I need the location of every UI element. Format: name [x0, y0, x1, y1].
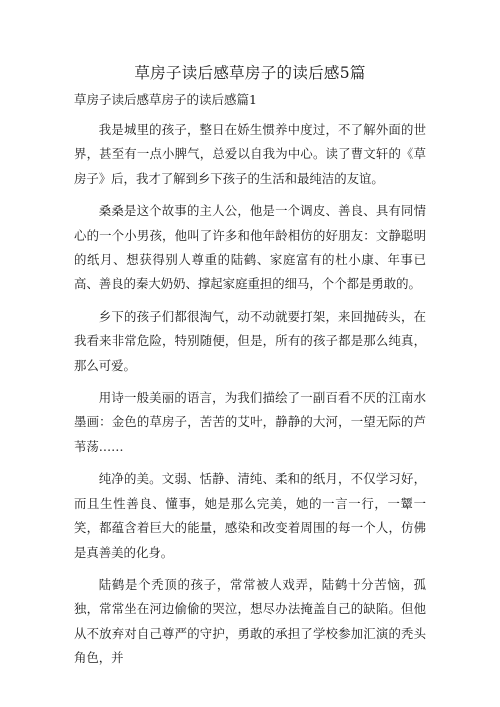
- paragraph-5: 纯净的美。文弱、恬静、清纯、柔和的纸月，不仅学习好，而且生性善良、懂事，她是那么完美，她的一言一行，一颦一笑，都蕴含着巨大的能量，感染和改变着周围的每一个人，仿佛是真善美的化身。: [74, 471, 426, 560]
- paragraph-2: 桑桑是这个故事的主人公，他是一个调皮、善良、具有同情心的一个小男孩，他叫了许多和他年龄相仿的好朋友：文静聪明的纸月、想获得别人尊重的陆鹤、家庭富有的杜小康、年事已高、善良的秦大奶奶、撑起家庭重担的细马，个个都是勇敢的。: [74, 203, 426, 292]
- document-title: 草房子读后感草房子的读后感5篇: [134, 64, 366, 82]
- paragraph-3: 乡下的孩子们都很淘气，动不动就要打架，来回抛砖头，在我看来非常危险，特别随便，但是，所有的孩子都是那么纯真，那么可爱。: [74, 308, 426, 373]
- paragraph-1: 我是城里的孩子，整日在娇生惯养中度过，不了解外面的世界，甚至有一点小脾气，总爱以自我为中心。读了曹文轩的《草房子》后，我才了解到乡下孩子的生活和最纯洁的友谊。: [74, 122, 426, 186]
- paragraph-4: 用诗一般美丽的语言，为我们描绘了一副百看不厌的江南水墨画：金色的草房子，苦苦的艾叶，静静的大河，一望无际的芦苇荡……: [74, 390, 426, 454]
- section-heading: 草房子读后感草房子的读后感篇1: [74, 92, 257, 107]
- paragraph-6: 陆鹤是个秃顶的孩子，常常被人戏弄，陆鹤十分苦恼，孤独，常常坐在河边偷偷的哭泣，想尽办法掩盖自己的缺陷。但他从不放弃对自己尊严的守护，勇敢的承担了学校参加汇演的秃头角色，并: [74, 576, 426, 666]
